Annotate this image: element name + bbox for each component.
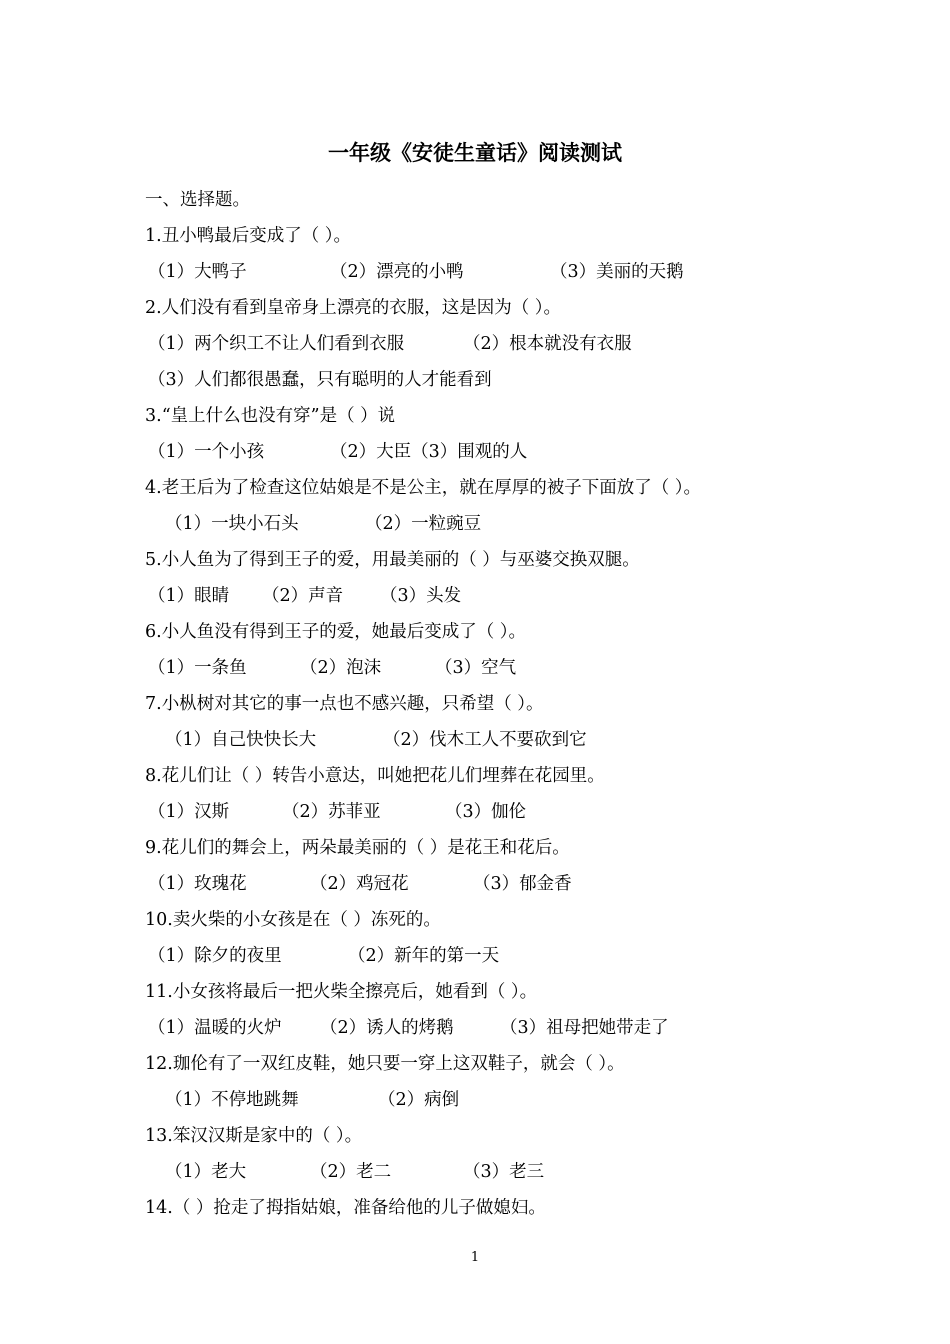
question-10-option-2: （2）新年的第一天 [348, 946, 500, 966]
question-2: 2.人们没有看到皇帝身上漂亮的衣服，这是因为（ ）。 [145, 298, 562, 318]
question-11-option-1: （1）温暖的火炉 [148, 1018, 282, 1038]
question-10-option-1: （1）除夕的夜里 [148, 946, 282, 966]
question-11: 11.小女孩将最后一把火柴全擦亮后，她看到（ ）。 [145, 982, 538, 1002]
question-13-option-2: （2）老二 [310, 1162, 392, 1182]
question-3-option-1: （1）一个小孩 [148, 442, 265, 462]
question-5: 5.小人鱼为了得到王子的爱，用最美丽的（ ）与巫婆交换双腿。 [145, 550, 640, 570]
question-6-option-3: （3）空气 [435, 658, 517, 678]
question-6-option-1: （1）一条鱼 [148, 658, 247, 678]
question-2-option-3: （3）人们都很愚蠢，只有聪明的人才能看到 [148, 370, 492, 390]
question-9-option-2: （2）鸡冠花 [310, 874, 409, 894]
question-1-option-1: （1）大鸭子 [148, 262, 247, 282]
question-9-option-3: （3）郁金香 [473, 874, 572, 894]
question-12-option-2: （2）病倒 [378, 1090, 460, 1110]
question-5-option-2: （2）声音 [262, 586, 344, 606]
question-2-option-1: （1）两个织工不让人们看到衣服 [148, 334, 405, 354]
question-11-option-3: （3）祖母把她带走了 [500, 1018, 669, 1038]
question-4-option-2: （2）一粒豌豆 [365, 514, 482, 534]
question-2-option-2: （2）根本就没有衣服 [463, 334, 632, 354]
question-14: 14.（ ）抢走了拇指姑娘，准备给他的儿子做媳妇。 [145, 1198, 546, 1218]
question-10: 10.卖火柴的小女孩是在（ ）冻死的。 [145, 910, 441, 930]
question-8-option-1: （1）汉斯 [148, 802, 230, 822]
page-number: 1 [470, 1250, 480, 1265]
question-12-option-1: （1）不停地跳舞 [165, 1090, 299, 1110]
question-5-option-1: （1）眼睛 [148, 586, 230, 606]
question-3-option-2: （2）大臣（3）围观的人 [330, 442, 528, 462]
question-13: 13.笨汉汉斯是家中的（ ）。 [145, 1126, 363, 1146]
question-4: 4.老王后为了检查这位姑娘是不是公主，就在厚厚的被子下面放了（ ）。 [145, 478, 702, 498]
question-6: 6.小人鱼没有得到王子的爱，她最后变成了（ ）。 [145, 622, 527, 642]
question-4-option-1: （1）一块小石头 [165, 514, 299, 534]
question-13-option-1: （1）老大 [165, 1162, 247, 1182]
question-12: 12.珈伦有了一双红皮鞋，她只要一穿上这双鞋子，就会（ ）。 [145, 1054, 625, 1074]
question-8-option-3: （3）伽伦 [445, 802, 527, 822]
question-8-option-2: （2）苏菲亚 [282, 802, 381, 822]
question-7-option-2: （2）伐木工人不要砍到它 [383, 730, 587, 750]
question-7: 7.小枞树对其它的事一点也不感兴趣，只希望（ ）。 [145, 694, 544, 714]
question-3: 3.“皇上什么也没有穿”是（ ）说 [145, 406, 396, 426]
question-1-option-2: （2）漂亮的小鸭 [330, 262, 464, 282]
question-13-option-3: （3）老三 [463, 1162, 545, 1182]
question-8: 8.花儿们让（ ）转告小意达，叫她把花儿们埋葬在花园里。 [145, 766, 605, 786]
question-7-option-1: （1）自己快快长大 [165, 730, 317, 750]
question-5-option-3: （3）头发 [380, 586, 462, 606]
question-6-option-2: （2）泡沫 [300, 658, 382, 678]
question-1: 1.丑小鸭最后变成了（ ）。 [145, 226, 352, 246]
section-heading: 一、选择题。 [145, 190, 250, 210]
question-11-option-2: （2）诱人的烤鹅 [320, 1018, 454, 1038]
question-9: 9.花儿们的舞会上，两朵最美丽的（ ）是花王和花后。 [145, 838, 570, 858]
question-9-option-1: （1）玫瑰花 [148, 874, 247, 894]
document-title: 一年级《安徒生童话》阅读测试 [328, 141, 622, 165]
question-1-option-3: （3）美丽的天鹅 [550, 262, 684, 282]
